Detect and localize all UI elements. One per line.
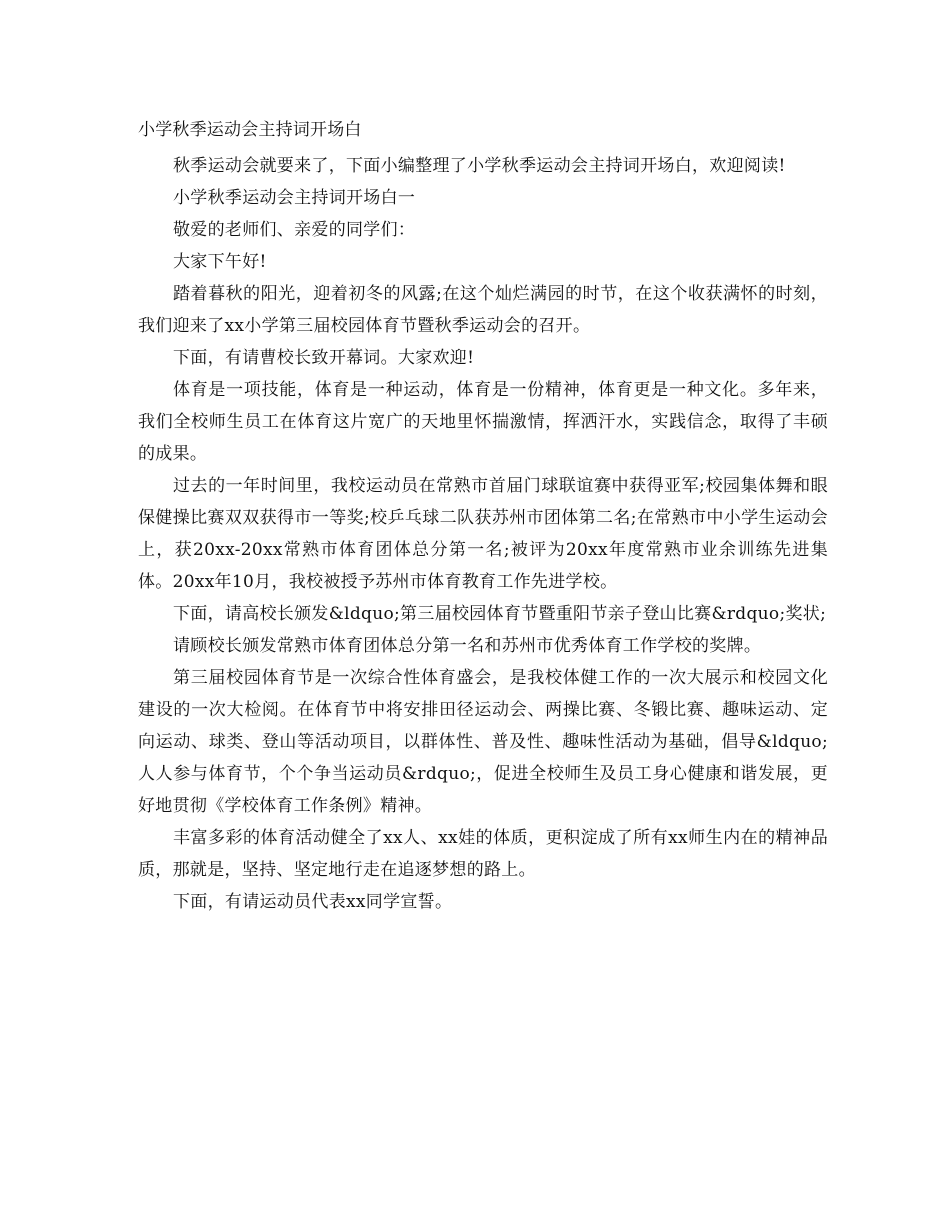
document-page <box>138 118 828 918</box>
paragraph-salutation: 敬爱的老师们、亲爱的同学们： <box>173 220 416 240</box>
paragraph-festival-description: 第三届校园体育节是一次综合性体育盛会，是我校体健工作的一次大展示和校园文化建设的一次大检阅。在体育节中将安排田径运动会、两操比赛、冬锻比赛、趣味运动、定向运动、球类、登山等活动项目，以群体性、普及性、趣味性活动为基础，倡导&ldquo;人人参与体育节，个个争当运动员&rdquo;，促进全校师生及员工身心健康和谐发展，更好地贯彻《学校体育工作条例》精神。 <box>138 668 828 816</box>
paragraph-section-heading: 小学秋季运动会主持词开场白一 <box>173 188 416 208</box>
paragraph-achievements: 过去的一年时间里，我校运动员在常熟市首届门球联谊赛中获得亚军;校园集体舞和眼保健操比赛双双获得市一等奖;校乒乓球二队获苏州市团体第二名;在常熟市中小学生运动会上，获20xx-20xx常熟市体育团体总分第一名;被评为20xx年度常熟市业余训练先进集体。20xx年10月，我校被授予苏州市体育教育工作先进学校。 <box>138 476 828 592</box>
paragraph-greeting: 大家下午好! <box>173 252 267 272</box>
paragraph-invite-principal: 下面，有请曹校长致开幕词。大家欢迎! <box>173 348 475 368</box>
paragraph-athlete-oath: 下面，有请运动员代表xx同学宣誓。 <box>173 892 453 912</box>
paragraph-award-plaque: 请顾校长颁发常熟市体育团体总分第一名和苏州市优秀体育工作学校的奖牌。 <box>173 636 762 656</box>
paragraph-opening: 踏着暮秋的阳光，迎着初冬的风露;在这个灿烂满园的时节，在这个收获满怀的时刻，我们迎来了xx小学第三届校园体育节暨秋季运动会的召开。 <box>138 284 828 336</box>
document-title: 小学秋季运动会主持词开场白 <box>138 120 362 140</box>
paragraph-intro: 秋季运动会就要来了，下面小编整理了小学秋季运动会主持词开场白，欢迎阅读! <box>173 156 786 176</box>
paragraph-spirit: 丰富多彩的体育活动健全了xx人、xx娃的体质，更积淀成了所有xx师生内在的精神品质，那就是，坚持、坚定地行走在追逐梦想的路上。 <box>138 828 828 880</box>
paragraph-award-certificate: 下面，请高校长颁发&ldquo;第三届校园体育节暨重阳节亲子登山比赛&rdquo;奖状; <box>173 604 827 624</box>
paragraph-sports-culture: 体育是一项技能，体育是一种运动，体育是一份精神，体育更是一种文化。多年来，我们全校师生员工在体育这片宽广的天地里怀揣激情，挥洒汗水，实践信念，取得了丰硕的成果。 <box>138 380 828 464</box>
